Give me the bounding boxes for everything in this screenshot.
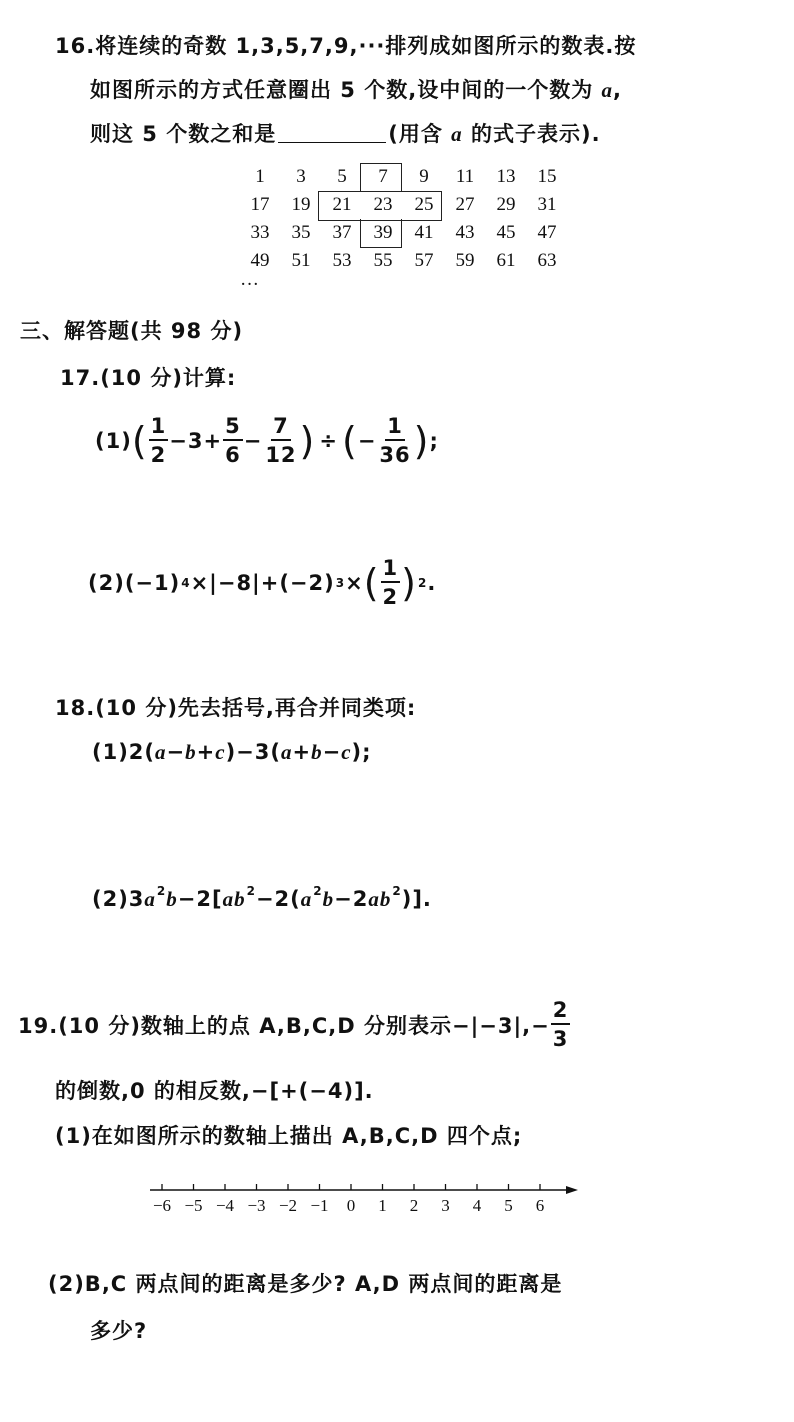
q16-text-5: 的式子表示). [470,122,601,146]
table-cell: 39 [373,222,393,243]
fraction-5-6 [223,413,243,469]
q17-p2-a: (−1) [124,571,181,595]
q16-line3 [90,118,601,148]
q17-p2-end: . [427,571,437,595]
op: − [322,740,342,764]
fraction-1-2 [149,413,169,469]
q17-p1-div: ÷ [319,429,338,453]
table-cell: 31 [537,194,557,215]
q18-p1-end: ); [351,740,372,764]
q18-p2-label: (2)3 [92,887,145,911]
q16-text-2: 如图所示的方式任意圈出 5 个数,设中间的一个数为 [90,78,594,102]
table-cell: 49 [250,250,270,271]
q18-heading: 18.(10 分)先去括号,再合并同类项: [55,696,417,720]
frac-den: 36 [379,443,411,467]
frac-num: 1 [149,413,169,441]
table-cell: 23 [373,194,393,215]
exp: 2 [313,884,323,898]
var-ab: ab [222,887,246,911]
op: + [196,740,216,764]
exp: 2 [156,884,167,898]
frac-num: 2 [551,997,571,1025]
frac-num: 7 [271,413,291,441]
table-cell: 53 [332,250,352,271]
q18-p2-end: ]. [412,887,432,911]
number-line-ticks [153,1184,544,1215]
q16-line1 [55,30,636,60]
table-ellipsis: ··· [240,274,259,295]
table-cell: 35 [291,222,311,243]
fraction-1-36 [377,413,412,469]
table-cell: 45 [496,222,516,243]
q17-p1-neg: − [357,429,377,453]
tick-label: −4 [215,1196,235,1215]
q17-p2-label: (2) [88,571,125,595]
tick-label: 6 [535,1196,545,1215]
table-cell: 9 [419,166,429,187]
table-cell: 29 [496,194,516,215]
q16-text-3: 则这 5 个数之和是 [90,122,277,146]
q16-var-a-2: a [451,122,463,146]
q17-p1-op2: − [243,429,263,453]
q17-p2-exp4: 4 [181,576,191,590]
exp: 2 [392,884,402,898]
q16-line2 [90,74,622,104]
q16-number: 16. [55,34,96,58]
frac-den: 2 [382,585,399,609]
frac-num: 1 [385,413,405,441]
q17-p2-b: ×|−8|+(−2) [190,571,335,595]
frac-den: 12 [265,443,297,467]
q17-p2-exp3: 3 [335,576,346,590]
table-cell: 7 [378,166,388,187]
table-cell: 63 [537,250,557,271]
table-cell: 33 [250,222,270,243]
table-cell: 21 [332,194,352,215]
table-cell: 59 [455,250,475,271]
var-b: b [322,887,335,911]
var-a: a [155,740,167,764]
q19-heading [18,992,571,1058]
q19-part2-line2: 多少? [90,1319,148,1343]
q17-p1-rparen2: ) [413,419,430,463]
q17-p2-lparen: ( [363,561,380,605]
q19-line2: 的倒数,0 的相反数,−[+(−4)]. [55,1079,374,1103]
q18-part2 [92,884,432,912]
q16-var-a: a [601,78,614,102]
fraction-1-2-b [381,555,401,611]
op: −2 [334,887,369,911]
var-b: b [166,887,178,911]
q16-text-4: (用含 [388,122,443,146]
number-line-arrow [566,1186,578,1194]
table-cell: 27 [455,194,475,215]
number-line [140,1170,590,1220]
q19-part2-line1: (2)B,C 两点间的距离是多少? A,D 两点间的距离是 [48,1272,563,1296]
var-a: a [300,887,313,911]
q17-p2-exp2: 2 [417,576,428,590]
tick-label: 0 [346,1196,356,1215]
var-b: b [311,740,323,764]
var-a: a [144,887,156,911]
q17-p2-c: × [345,571,364,595]
q19-part1: (1)在如图所示的数轴上描出 A,B,C,D 四个点; [55,1124,523,1148]
table-cell: 57 [414,250,434,271]
table-cell: 25 [414,194,434,215]
q18-part1 [92,740,372,765]
tick-label: −3 [247,1196,266,1215]
var-ab: ab [368,887,392,911]
table-cell: 3 [296,166,306,187]
q17-p2-rparen: ) [401,561,417,605]
table-cell: 19 [291,194,311,215]
tick-label: −5 [184,1196,203,1215]
tick-label: −2 [278,1196,298,1215]
section-title: 三、解答题(共 98 分) [20,319,244,343]
fraction-7-12 [263,413,298,469]
odd-number-table [240,163,570,298]
frac-num: 1 [381,555,401,583]
tick-label: 5 [504,1196,513,1215]
table-cell: 51 [291,250,311,271]
q18-p1-label: (1)2( [92,740,156,764]
table-cell: 43 [455,222,475,243]
q17-p1-rparen: ) [299,419,316,463]
q17-p1-label: (1) [95,429,132,453]
op: + [292,740,312,764]
table-cell: 37 [332,222,352,243]
table-cell: 1 [255,166,265,187]
op: − [166,740,186,764]
q16-answer-blank[interactable] [278,122,386,143]
frac-den: 6 [225,443,241,467]
tick-label: 1 [378,1196,387,1215]
op: −2( [255,887,301,911]
tick-label: −6 [152,1196,172,1215]
table-cell: 55 [373,250,393,271]
var-c: c [341,740,352,764]
table-cell: 41 [414,222,434,243]
q17-p1-lparen2: ( [341,419,358,463]
q19-head-text: 19.(10 分)数轴上的点 A,B,C,D 分别表示−|−3|,− [18,1014,550,1038]
q17-p1-lparen: ( [131,419,148,463]
table-cell: 15 [537,166,557,187]
table-cell: 17 [250,194,270,215]
table-cell: 61 [496,250,516,271]
table-cell: 5 [337,166,347,187]
var-a: a [280,740,293,764]
q16-text-1: 将连续的奇数 1,3,5,7,9,···排列成如图所示的数表.按 [95,34,637,58]
var-b: b [185,740,197,764]
var-c: c [215,740,226,764]
q18-p1-mid: )−3( [225,740,281,764]
q17-p1-op1: −3+ [169,429,223,453]
op: ) [401,887,413,911]
tick-label: 2 [409,1196,419,1215]
fraction-2-3 [551,997,571,1053]
tick-label: −1 [310,1196,329,1215]
tick-label: 3 [441,1196,450,1215]
frac-num: 5 [223,413,243,441]
frac-den: 2 [150,443,167,467]
frac-den: 3 [552,1027,569,1051]
exp: 2 [246,884,256,898]
q17-part2 [88,550,436,616]
table-cell: 13 [496,166,516,187]
q16-comma: , [613,78,623,102]
q17-heading: 17.(10 分)计算: [60,366,237,390]
op: −2[ [177,887,223,911]
q17-part1 [95,408,439,474]
tick-label: 4 [472,1196,482,1215]
q17-p1-end: ; [429,429,439,453]
table-cell: 11 [455,166,475,187]
table-cell: 47 [537,222,557,243]
